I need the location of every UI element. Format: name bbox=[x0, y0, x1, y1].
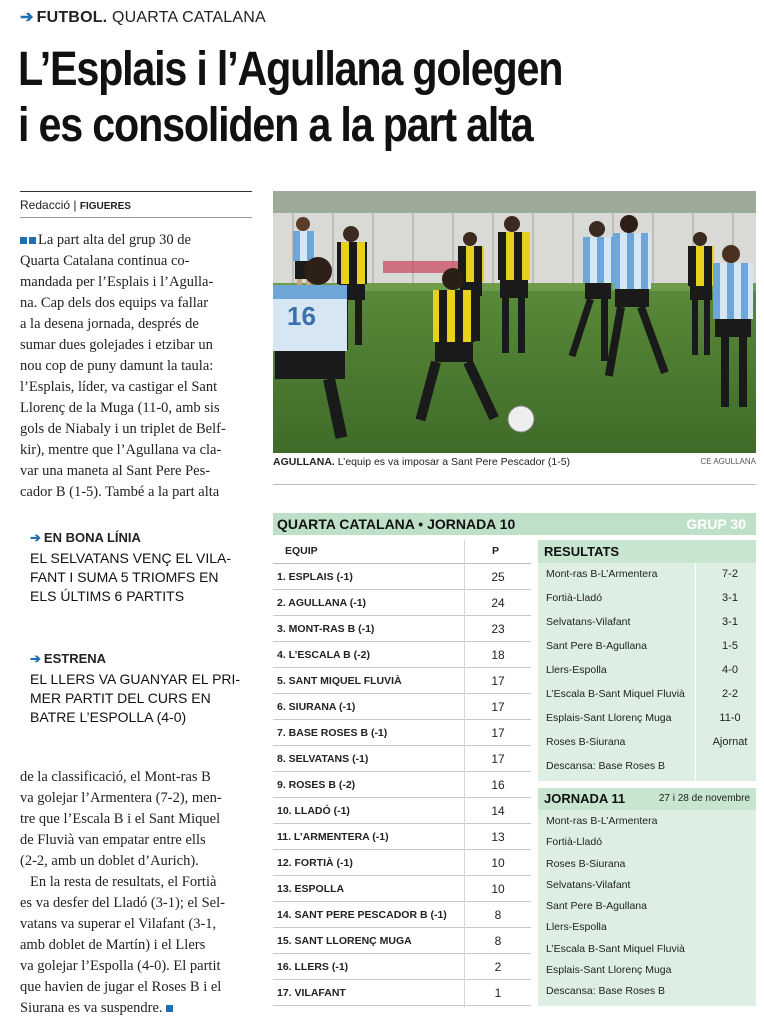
caption-lead: AGULLANA. bbox=[273, 456, 335, 468]
photo-credit: CE AGULLANA bbox=[700, 457, 756, 466]
result-match: Roses B-Siurana bbox=[546, 736, 626, 748]
team-name: 15. SANT LLORENÇ MUGA bbox=[277, 935, 412, 947]
table-row bbox=[273, 980, 531, 1006]
next-round-dates: 27 i 28 de novembre bbox=[658, 793, 750, 804]
byline-rule-bottom bbox=[20, 217, 252, 218]
result-match: Sant Pere B-Agullana bbox=[546, 640, 647, 652]
text-line: kir), mentre que l’Agullana va cla- bbox=[20, 442, 222, 458]
result-row bbox=[538, 731, 756, 755]
caption-text: L’equip es va imposar a Sant Pere Pescador (1-5) bbox=[337, 456, 571, 468]
photo-caption bbox=[273, 456, 756, 468]
article-body-top bbox=[20, 230, 252, 503]
team-points: 17 bbox=[491, 674, 505, 688]
team-name: 11. L’ARMENTERA (-1) bbox=[277, 831, 389, 843]
highlight-body bbox=[30, 670, 245, 727]
text-line: va golejar l’Armentera (7-2), men- bbox=[20, 790, 222, 806]
team-points: 10 bbox=[491, 856, 505, 870]
table-row bbox=[273, 564, 531, 590]
team-points: 8 bbox=[494, 908, 502, 922]
team-name: 5. SANT MIQUEL FLUVIÀ bbox=[277, 675, 402, 687]
fixture-row: Llers-Espolla bbox=[546, 921, 607, 934]
end-mark-icon bbox=[166, 1005, 173, 1012]
table-row bbox=[273, 954, 531, 980]
text-line: sumar dues golejades i etzibar un bbox=[20, 337, 213, 353]
team-name: 7. BASE ROSES B (-1) bbox=[277, 727, 388, 739]
text-line: amb doblet de Martín) i el Llers bbox=[20, 937, 206, 953]
fixture-row: Selvatans-Vilafant bbox=[546, 878, 631, 891]
paragraph-3 bbox=[20, 872, 252, 1019]
highlight-body bbox=[30, 549, 245, 606]
text-line: va golejar l’Espolla (4-0). El partit bbox=[20, 958, 221, 974]
team-name: 9. ROSES B (-2) bbox=[277, 779, 356, 791]
result-score: 3-1 bbox=[722, 592, 738, 604]
results-title: RESULTATS bbox=[538, 540, 756, 563]
result-score: 1-5 bbox=[722, 640, 738, 652]
arrow-right-icon: ➔ bbox=[20, 9, 34, 26]
result-row bbox=[538, 611, 756, 635]
next-round-header bbox=[538, 788, 756, 810]
text-line: de Fluvià van empatar entre ells bbox=[20, 832, 206, 848]
table-row bbox=[273, 824, 531, 850]
fixture-row: Sant Pere B-Agullana bbox=[546, 900, 647, 913]
result-row bbox=[538, 659, 756, 683]
results-panel bbox=[538, 540, 756, 781]
table-row bbox=[273, 642, 531, 668]
result-match: L’Escala B-Sant Miquel Fluvià bbox=[546, 688, 685, 700]
team-name: 16. LLERS (-1) bbox=[277, 961, 349, 973]
text-line: Siurana es va suspendre. bbox=[20, 1000, 163, 1016]
result-match: Fortià-Lladó bbox=[546, 592, 603, 604]
team-name: 10. LLADÓ (-1) bbox=[277, 805, 350, 817]
byline-separator: | bbox=[73, 198, 77, 212]
result-row bbox=[538, 587, 756, 611]
text-line: nou cop de puny damunt la taula: bbox=[20, 358, 214, 374]
standings-header bbox=[273, 540, 531, 564]
team-points: 23 bbox=[491, 622, 505, 636]
table-row bbox=[273, 720, 531, 746]
author: Redacció bbox=[20, 198, 71, 212]
table-row bbox=[273, 772, 531, 798]
square-bullet-icon bbox=[29, 237, 36, 244]
team-name: 2. AGULLANA (-1) bbox=[277, 597, 367, 609]
team-points: 17 bbox=[491, 726, 505, 740]
team-points: 24 bbox=[491, 596, 505, 610]
next-round-panel bbox=[538, 788, 756, 1006]
result-row bbox=[538, 683, 756, 707]
standings-rows bbox=[273, 564, 531, 1006]
text-line: En la resta de resultats, el Fortià bbox=[30, 874, 217, 890]
highlight-kicker-text: EN BONA LÍNIA bbox=[43, 530, 141, 545]
section-kicker bbox=[20, 7, 266, 27]
jersey-number: 16 bbox=[287, 301, 316, 331]
highlight-line: EL LLERS VA GUANYAR EL PRI- bbox=[30, 671, 241, 687]
table-row bbox=[273, 590, 531, 616]
headline-line-2: i es consoliden a la part alta bbox=[18, 99, 533, 152]
text-line: tre que l’Escala B i el Sant Miquel bbox=[20, 811, 221, 827]
highlight-kicker-text: ESTRENA bbox=[43, 651, 107, 666]
fixture-row: L’Escala B-Sant Miquel Fluvià bbox=[546, 942, 685, 955]
highlight-line: ELS ÚLTIMS 6 PARTITS bbox=[30, 588, 185, 604]
team-name: 13. ESPOLLA bbox=[277, 883, 345, 895]
team-points: 13 bbox=[491, 830, 505, 844]
team-points: 17 bbox=[491, 752, 505, 766]
result-score: 3-1 bbox=[722, 616, 738, 628]
highlight-box bbox=[30, 530, 245, 606]
table-row bbox=[273, 928, 531, 954]
standings-title: QUARTA CATALANA • JORNADA 10 bbox=[277, 516, 516, 532]
team-points: 2 bbox=[494, 960, 502, 974]
text-line: a la desena jornada, després de bbox=[20, 316, 199, 332]
team-name: 12. FORTIÀ (-1) bbox=[277, 857, 353, 869]
col-team-header: EQUIP bbox=[285, 545, 318, 557]
result-score: 11-0 bbox=[719, 712, 741, 724]
team-name: 3. MONT-RAS B (-1) bbox=[277, 623, 375, 635]
highlight-line: BATRE L’ESPOLLA (4-0) bbox=[30, 709, 187, 725]
team-name: 14. SANT PERE PESCADOR B (-1) bbox=[277, 909, 447, 921]
section-divider bbox=[273, 484, 756, 485]
team-name: 8. SELVATANS (-1) bbox=[277, 753, 369, 765]
next-round-title: JORNADA 11 bbox=[544, 791, 626, 806]
table-row bbox=[273, 798, 531, 824]
text-line: l’Esplais, líder, va castigar el Sant bbox=[20, 379, 218, 395]
results-rows bbox=[538, 563, 756, 779]
team-points: 1 bbox=[494, 986, 502, 1000]
fixture-row: Descansa: Base Roses B bbox=[546, 985, 666, 998]
col-points-header: P bbox=[492, 545, 500, 557]
team-name: 6. SIURANA (-1) bbox=[277, 701, 356, 713]
team-points: 17 bbox=[491, 700, 505, 714]
standings-banner bbox=[273, 513, 756, 535]
highlight-line: EL SELVATANS VENÇ EL VILA- bbox=[30, 550, 231, 566]
team-name: 1. ESPLAIS (-1) bbox=[277, 571, 353, 583]
table-row bbox=[273, 850, 531, 876]
byline bbox=[20, 198, 131, 212]
results-column-divider bbox=[695, 563, 696, 781]
team-points: 10 bbox=[491, 882, 505, 896]
text-line: de la classificació, el Mont-ras B bbox=[20, 769, 211, 785]
result-score: Ajornat bbox=[712, 736, 748, 748]
result-match: Descansa: Base Roses B bbox=[546, 760, 666, 772]
team-name: 4. L’ESCALA B (-2) bbox=[277, 649, 370, 661]
team-points: 25 bbox=[491, 570, 505, 584]
text-line: na. Cap dels dos equips va fallar bbox=[20, 295, 209, 311]
highlight-line: FANT I SUMA 5 TRIOMFS EN bbox=[30, 569, 219, 585]
text-line: que havien de jugar el Roses B i el bbox=[20, 979, 222, 995]
text-line: es va desfer del Lladó (3-1); el Sel- bbox=[20, 895, 225, 911]
team-name: 17. VILAFANT bbox=[277, 987, 346, 999]
standings-table bbox=[273, 540, 531, 1006]
table-row bbox=[273, 694, 531, 720]
result-match: Esplais-Sant Llorenç Muga bbox=[546, 712, 672, 724]
points-column-divider bbox=[464, 540, 465, 1008]
fixture-row: Esplais-Sant Llorenç Muga bbox=[546, 964, 672, 977]
arrow-right-icon: ➔ bbox=[30, 530, 41, 545]
text-line: var una maneta al Sant Pere Pes- bbox=[20, 463, 211, 479]
byline-rule bbox=[20, 191, 252, 192]
text-line: Llorenç de la Muga (11-0, amb sis bbox=[20, 400, 220, 416]
result-match: Llers-Espolla bbox=[546, 664, 607, 676]
table-row bbox=[273, 668, 531, 694]
result-row bbox=[538, 755, 756, 779]
highlight-line: MER PARTIT DEL CURS EN bbox=[30, 690, 211, 706]
result-match: Selvatans-Vilafant bbox=[546, 616, 631, 628]
arrow-right-icon: ➔ bbox=[30, 651, 41, 666]
highlight-kicker bbox=[30, 530, 245, 546]
table-row bbox=[273, 746, 531, 772]
text-line: vatans va superar el Vilafant (3-1, bbox=[20, 916, 217, 932]
paragraph-2 bbox=[20, 767, 252, 872]
paragraph-1 bbox=[20, 230, 252, 503]
result-row bbox=[538, 635, 756, 659]
next-round-rows bbox=[538, 810, 756, 1002]
highlight-kicker bbox=[30, 651, 245, 667]
table-row bbox=[273, 876, 531, 902]
text-line: gols de Niabaly i un triplet de Belf- bbox=[20, 421, 226, 437]
city: FIGUERES bbox=[79, 201, 131, 212]
fixture-row: Fortià-Lladó bbox=[546, 836, 603, 849]
fixture-row: Roses B-Siurana bbox=[546, 857, 626, 870]
team-points: 16 bbox=[491, 778, 505, 792]
table-row bbox=[273, 616, 531, 642]
text-line: mandada per l’Esplais i l’Agulla- bbox=[20, 274, 214, 290]
section-label: FUTBOL. bbox=[36, 9, 108, 26]
text-line: Quarta Catalana continua co- bbox=[20, 253, 190, 269]
text-line: La part alta del grup 30 de bbox=[38, 232, 191, 248]
subsection-label: QUARTA CATALANA bbox=[112, 9, 266, 26]
result-row bbox=[538, 563, 756, 587]
team-points: 14 bbox=[491, 804, 505, 818]
headline-line-1: L’Esplais i l’Agullana golegen bbox=[18, 43, 563, 96]
result-score: 7-2 bbox=[722, 568, 738, 580]
result-score: 2-2 bbox=[722, 688, 738, 700]
result-row bbox=[538, 707, 756, 731]
team-points: 8 bbox=[494, 934, 502, 948]
result-score: 4-0 bbox=[722, 664, 738, 676]
text-line: (2-2, amb un doblet d’Aurich). bbox=[20, 853, 199, 869]
headline bbox=[18, 42, 654, 154]
football-match-illustration bbox=[273, 191, 756, 453]
square-bullet-icon bbox=[20, 237, 27, 244]
team-points: 18 bbox=[491, 648, 505, 662]
highlight-box bbox=[30, 651, 245, 727]
match-photo bbox=[273, 191, 756, 453]
article-body-bottom bbox=[20, 767, 252, 1019]
group-label: GRUP 30 bbox=[686, 516, 746, 532]
text-line: cador B (1-5). També a la part alta bbox=[20, 484, 220, 500]
fixture-row: Mont-ras B-L’Armentera bbox=[546, 815, 658, 827]
table-row bbox=[273, 902, 531, 928]
result-match: Mont-ras B-L’Armentera bbox=[546, 568, 658, 580]
